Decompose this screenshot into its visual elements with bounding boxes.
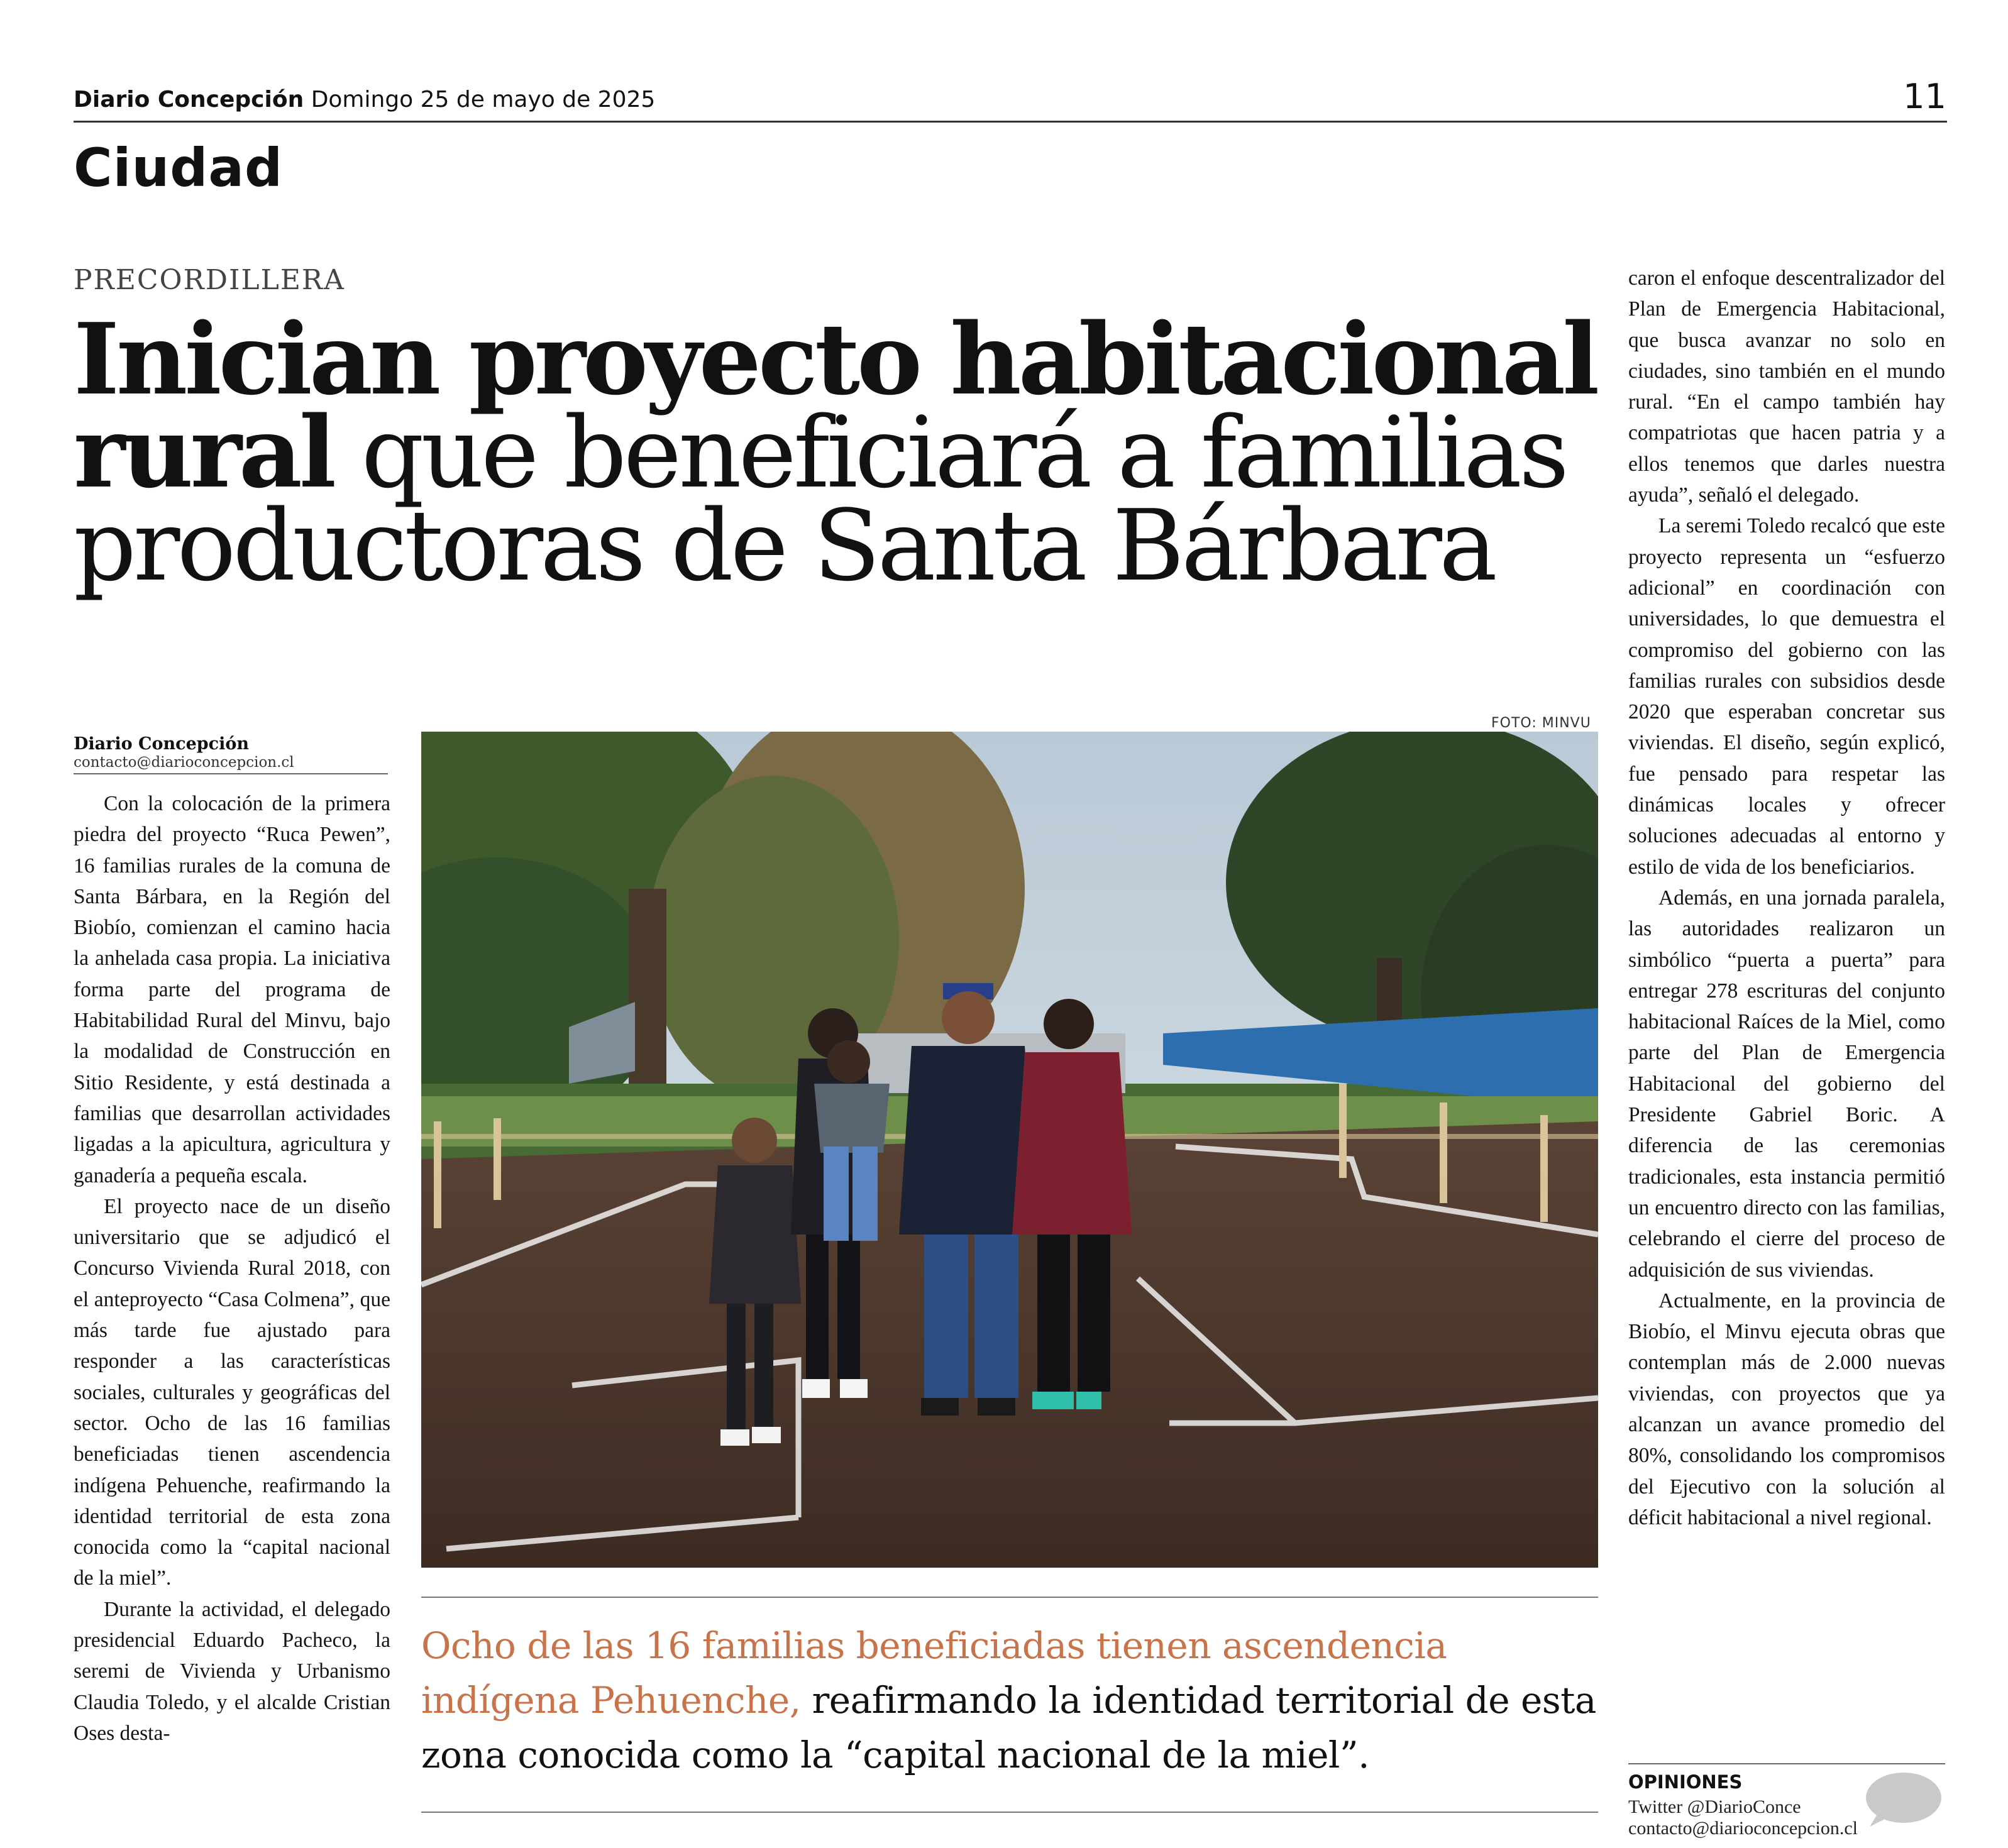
- paper-name: Diario Concepción: [74, 87, 304, 113]
- opinions-divider: [1628, 1763, 1945, 1764]
- page-number: 11: [1903, 77, 1946, 116]
- byline-author: Diario Concepción: [74, 734, 250, 754]
- paragraph: Además, en una jornada paralela, las autoridades realizaron un simbólico “puerta a puerta” para entregar 278 escrituras del conjunto habitacional Raíces de la Miel, como parte del Plan de Emergencia Habitacional del gobierno del Presidente Gabriel Boric. A diferencia de las ceremonias tradicionales, esta instancia permitió un encuentro directo con las familias, celebrando el cierre del proceso de adquisición de sus viviendas.: [1628, 886, 1945, 1282]
- paragraph: Con la colocación de la primera piedra del proyecto “Ruca Pewen”, 16 familias rurales de la comuna de Santa Bárbara, en la Región del Biobío, comienzan el camino hacia la anhelada casa propia. La iniciativa forma parte del programa de Habitabilidad Rural del Minvu, bajo la modalidad de Construcción en Sitio Residente, y está destinada a familias que desarrollan actividades ligadas a la apicultura, agricultura y ganadería a pequeña escala.: [74, 792, 390, 1187]
- opinions-twitter: Twitter @DiarioConce: [1628, 1796, 1801, 1817]
- photo-credit: FOTO: MINVU: [1491, 715, 1591, 731]
- headline-regular-line-2: que beneficiará a familias: [333, 395, 1567, 510]
- opinions-email: contacto@diarioconcepcion.cl: [1628, 1818, 1858, 1839]
- pullquote-highlight: Ocho de las 16 familias beneficiadas tienen ascendencia indígena Pehuenche,: [421, 1624, 1447, 1722]
- article-column-right: [1628, 263, 1945, 1533]
- masthead: [74, 87, 655, 113]
- article-headline: [74, 302, 1608, 603]
- pullquote-bottom-rule: [421, 1812, 1598, 1813]
- paragraph: El proyecto nace de un diseño universitario que se adjudicó el Concurso Vivienda Rural 2018, con el anteproyecto “Casa Colmena”, que más tarde fue ajustado para responder a las características sociales, culturales y geográficas del sector. Ocho de las 16 familias beneficiadas tienen ascendencia indígena Pehuenche, reafirmando la identidad territorial de esta zona conocida como la “capital nacional de la miel”.: [74, 1194, 390, 1590]
- speech-bubble-icon: [1861, 1771, 1943, 1829]
- opinions-title: OPINIONES: [1628, 1771, 1743, 1793]
- article-column-left: [74, 788, 390, 1749]
- paragraph: caron el enfoque descentralizador del Plan de Emergencia Habitacional, que busca avanzar no solo en ciudades, sino también en el mundo rural. “En el campo también hay compatriotas que hacen patria y a ellos tenemos que darles nuestra ayuda”, señaló el delegado.: [1628, 267, 1945, 507]
- paragraph: La seremi Toledo recalcó que este proyecto representa un “esfuerzo adicional” en coordinación con universidades, lo que demuestra el compromiso del gobierno con las familias rurales con subsidios desde 2020 que esperaban concretar sus viviendas. El diseño, según explicó, fue pensado para respetar las dinámicas locales y ofrecer soluciones adecuadas al entorno y estilo de vida de los beneficiarios.: [1628, 514, 1945, 879]
- article-kicker: PRECORDILLERA: [74, 264, 345, 296]
- pullquote: [421, 1619, 1598, 1783]
- section-title: Ciudad: [74, 137, 284, 199]
- headline-regular-line-3: productoras de Santa Bárbara: [74, 488, 1494, 603]
- headline-bold-line-2: rural: [74, 395, 334, 510]
- pullquote-text: reafirmando la identidad territorial de esta zona conocida como la “capital nacional de la miel”.: [421, 1679, 1596, 1776]
- paragraph: Actualmente, en la provincia de Biobío, el Minvu ejecuta obras que contemplan más de 2.000 nuevas viviendas, con proyectos que ya alcanzan un avance promedio del 80%, consolidando los compromisos del Ejecutivo con la solución al déficit habitacional a nivel regional.: [1628, 1289, 1945, 1529]
- paragraph: Durante la actividad, el delegado presidencial Eduardo Pacheco, la seremi de Vivienda y Urbanismo Claudia Toledo, y el alcalde Cristian Oses desta-: [74, 1597, 390, 1745]
- byline-divider: [74, 773, 388, 774]
- issue-date: Domingo 25 de mayo de 2025: [311, 87, 656, 113]
- header-divider: [74, 121, 1947, 123]
- pullquote-top-rule: [421, 1597, 1598, 1598]
- article-photo: [421, 732, 1598, 1568]
- photo-illustration: [421, 732, 1598, 1568]
- byline-email: contacto@diarioconcepcion.cl: [74, 754, 294, 771]
- headline-bold-line-1: Inician proyecto habitacional: [74, 302, 1597, 417]
